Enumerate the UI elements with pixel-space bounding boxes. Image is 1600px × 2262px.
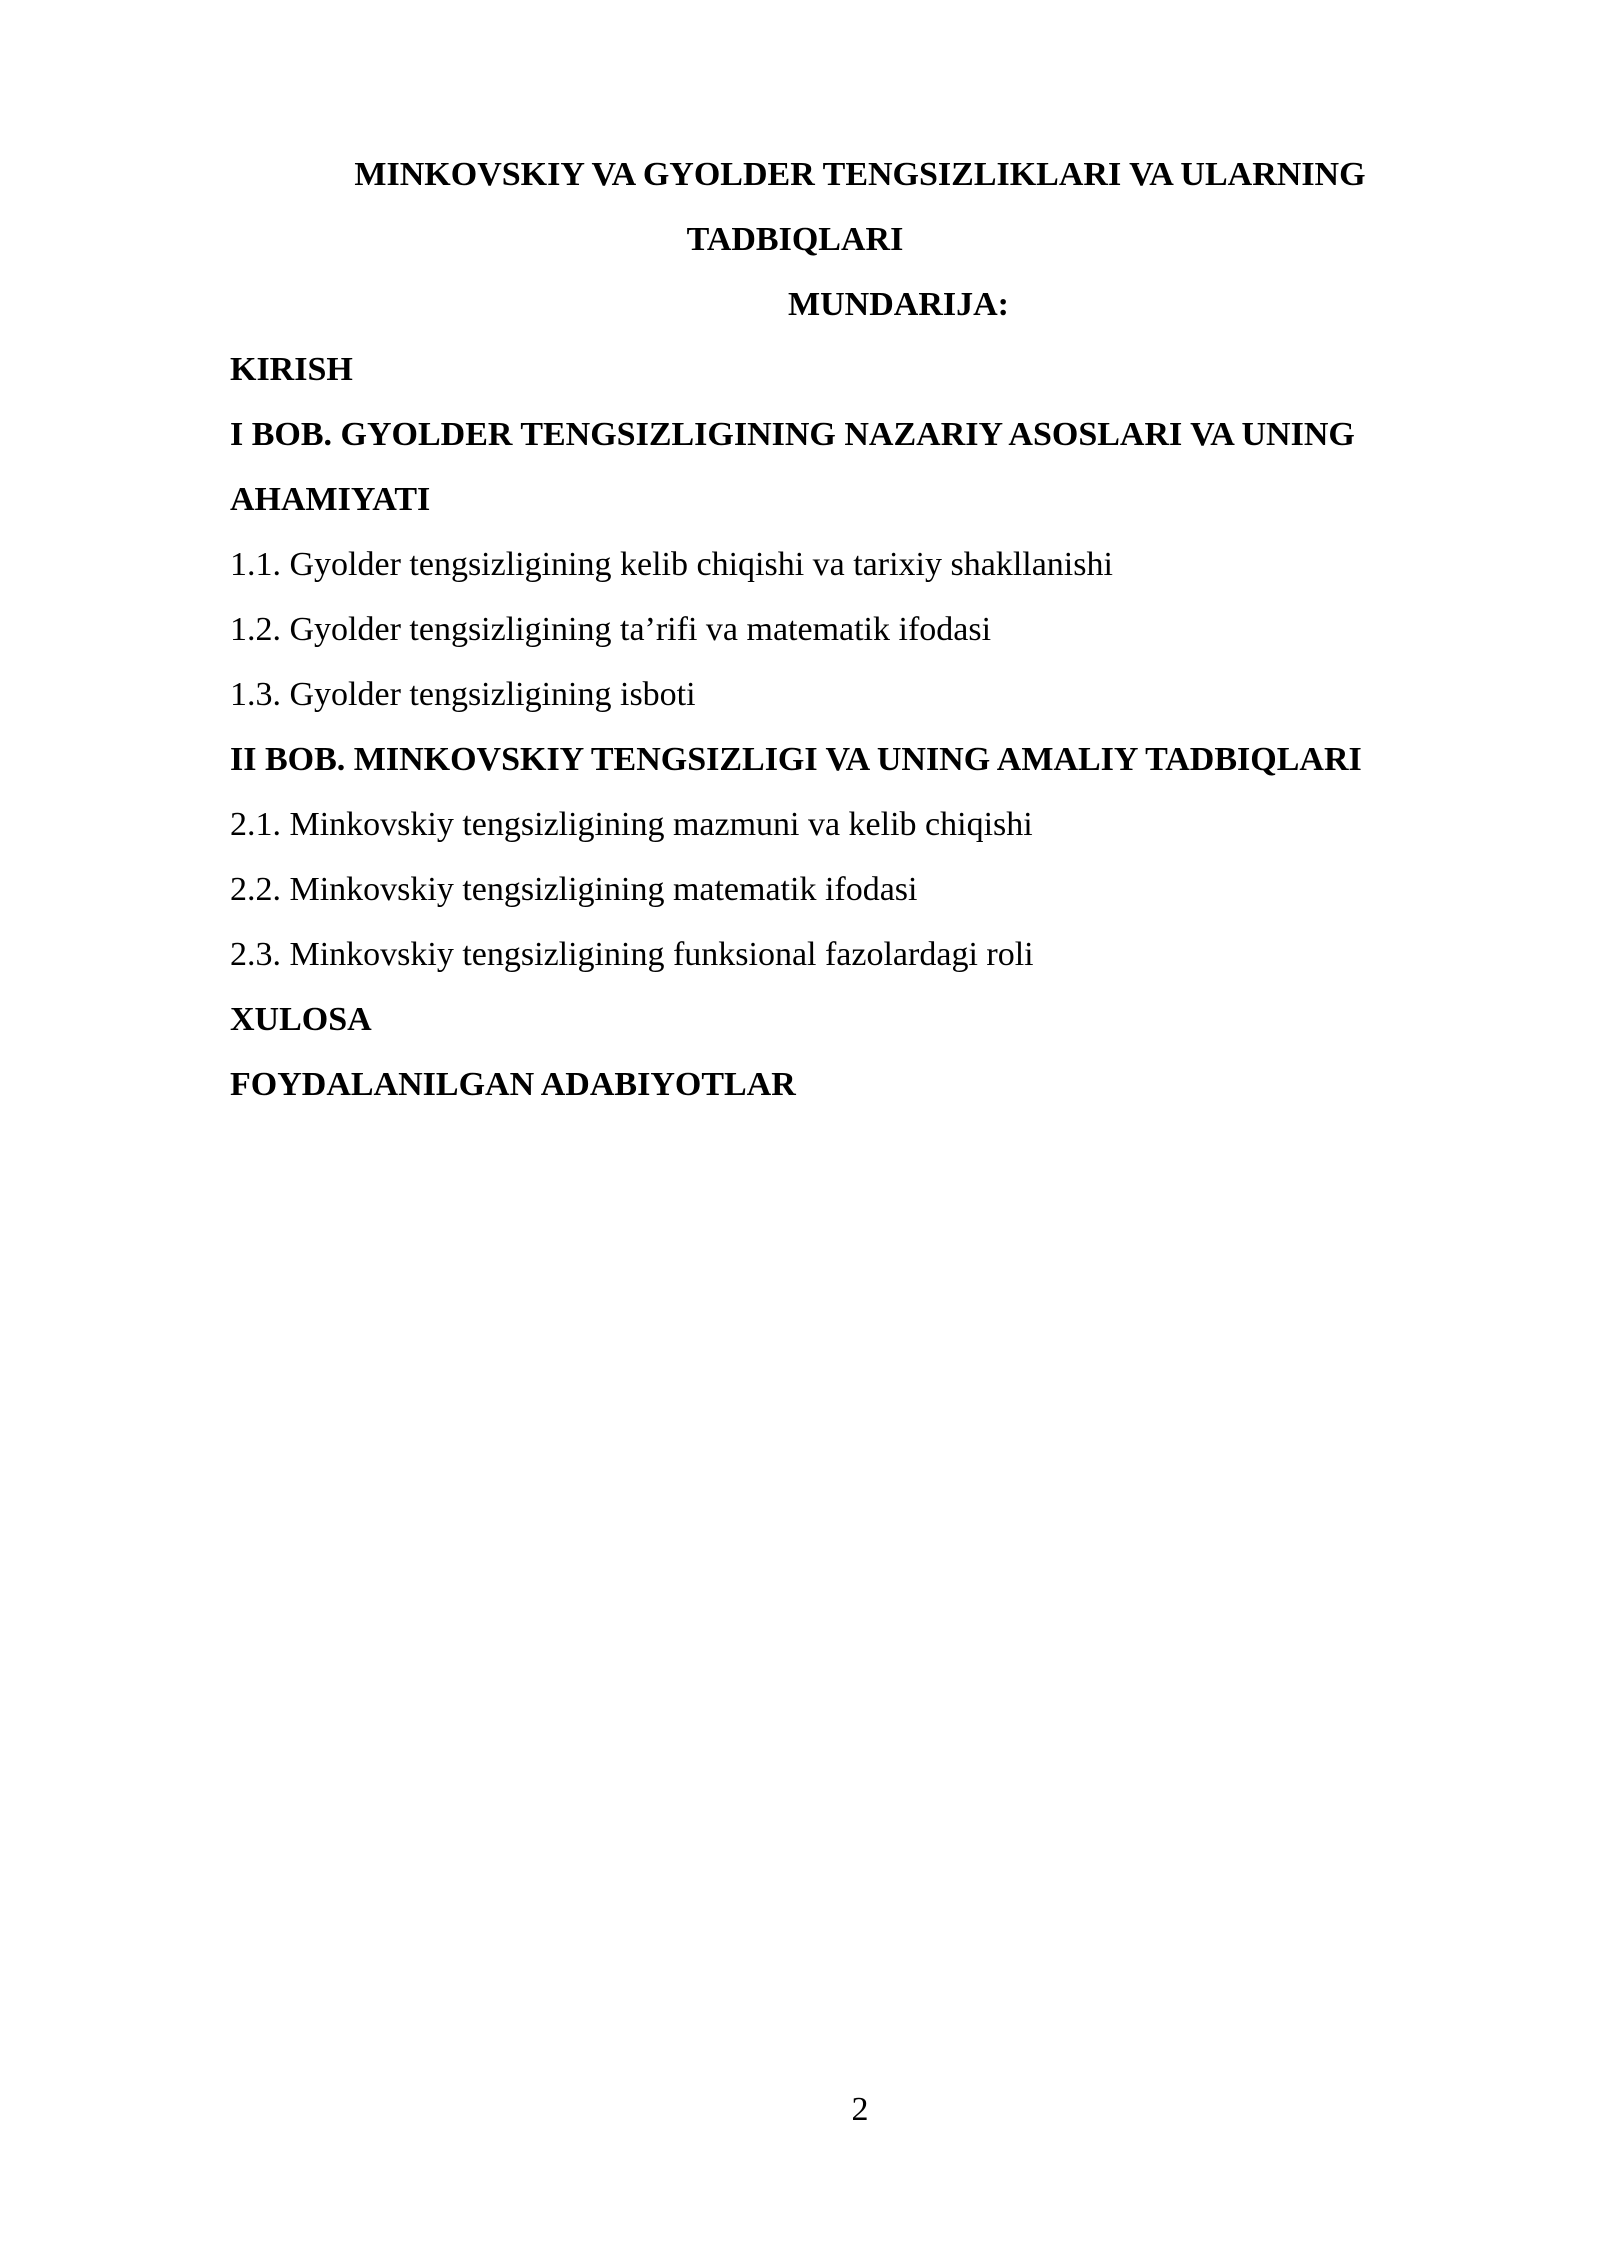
toc-entry-section-2-1: 2.1. Minkovskiy tengsizligining mazmuni va kelib chiqishi	[230, 806, 1033, 843]
toc-entry-chapter-1: I BOB. GYOLDER TENGSIZLIGINING NAZARIY ASOSLARI VA UNING AHAMIYATI	[230, 416, 1355, 518]
toc-entry-chapter-2: II BOB. MINKOVSKIY TENGSIZLIGI VA UNING AMALIY TADBIQLARI	[230, 741, 1362, 778]
contents-heading: MUNDARIJA:	[788, 286, 1009, 323]
table-of-contents	[230, 337, 1510, 1117]
document-title	[230, 142, 1490, 272]
toc-entry-section-2-2: 2.2. Minkovskiy tengsizligining matematik ifodasi	[230, 871, 918, 908]
page-number: 2	[851, 2091, 869, 2128]
toc-entry-references: FOYDALANILGAN ADABIYOTLAR	[230, 1066, 796, 1103]
toc-entry-section-1-2: 1.2. Gyolder tengsizligining ta’rifi va matematik ifodasi	[230, 611, 992, 648]
toc-entry-section-2-3: 2.3. Minkovskiy tengsizligining funksional fazolardagi roli	[230, 936, 1034, 973]
document-title-line-1: MINKOVSKIY VA GYOLDER TENGSIZLIKLARI VA ULARNING	[354, 156, 1366, 193]
document-title-line-2: TADBIQLARI	[686, 221, 904, 258]
toc-entry-kirish: KIRISH	[230, 351, 353, 388]
toc-entry-xulosa: XULOSA	[230, 1001, 372, 1038]
toc-entry-section-1-3: 1.3. Gyolder tengsizligining isboti	[230, 676, 696, 713]
toc-entry-section-1-1: 1.1. Gyolder tengsizligining kelib chiqishi va tarixiy shakllanishi	[230, 546, 1113, 583]
